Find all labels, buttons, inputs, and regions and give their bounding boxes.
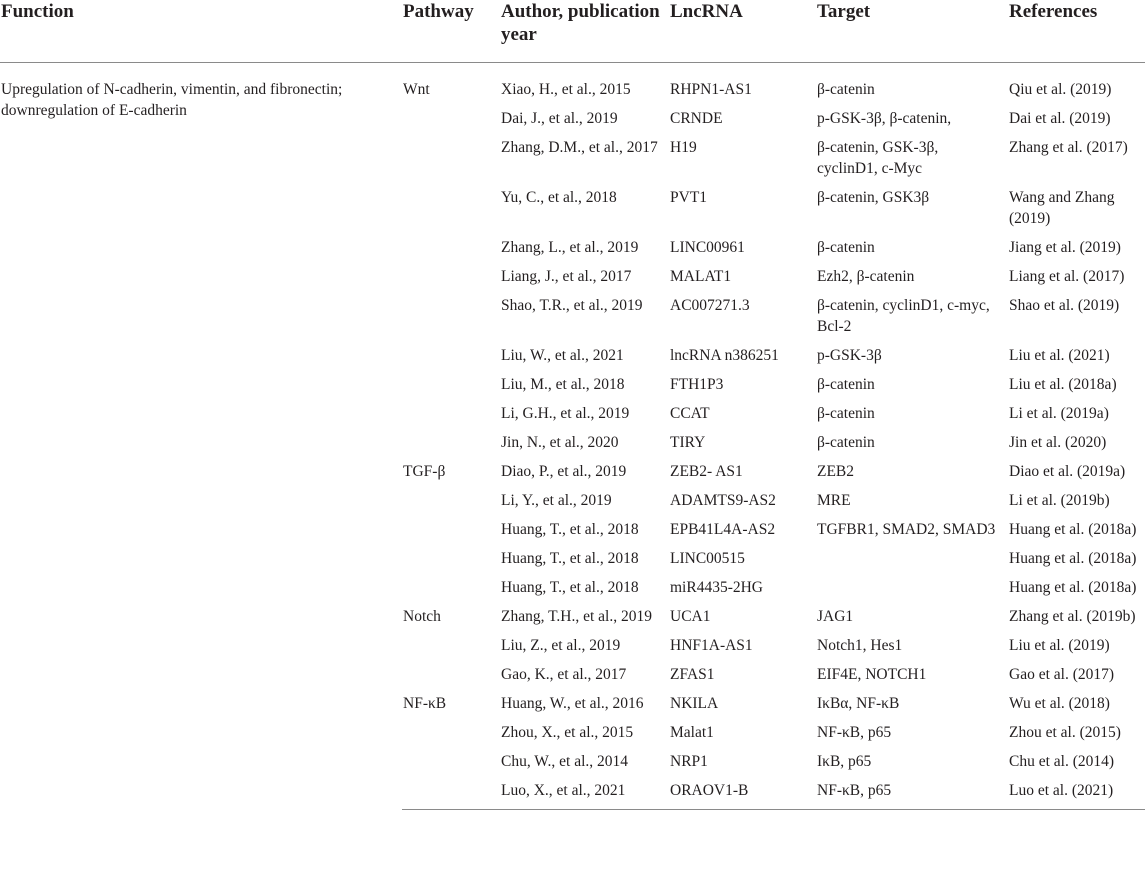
target-cell: EIF4E, NOTCH1 bbox=[817, 666, 927, 683]
reference-cell: Wang and Zhang (2019) bbox=[1009, 189, 1115, 227]
reference-cell: Diao et al. (2019a) bbox=[1009, 463, 1126, 480]
pathway-cell bbox=[402, 664, 500, 693]
target-cell: β-catenin bbox=[817, 81, 875, 98]
target-cell: β-catenin, GSK-3β, cyclinD1, c-Myc bbox=[817, 139, 939, 177]
header-target: Target bbox=[816, 0, 1008, 63]
lncrna-cell: ORAOV1-B bbox=[669, 780, 816, 810]
target-cell: β-catenin bbox=[817, 239, 875, 256]
author-cell: Diao, P., et al., 2019 bbox=[501, 463, 627, 480]
target-cell: β-catenin, cyclinD1, c-myc, Bcl-2 bbox=[817, 297, 990, 335]
target-cell: p-GSK-3β, β-catenin, bbox=[817, 110, 952, 127]
pathway-cell bbox=[402, 295, 500, 345]
author-cell: Chu, W., et al., 2014 bbox=[501, 753, 629, 770]
lncrna-cell: ZFAS1 bbox=[670, 666, 715, 683]
lncrna-cell: UCA1 bbox=[670, 608, 711, 625]
pathway-cell bbox=[402, 751, 500, 780]
pathway-cell bbox=[402, 374, 500, 403]
pathway-cell bbox=[402, 490, 500, 519]
target-cell: Ezh2, β-catenin bbox=[817, 268, 915, 285]
reference-cell: Zhang et al. (2019b) bbox=[1009, 608, 1136, 625]
reference-cell: Li et al. (2019a) bbox=[1009, 405, 1109, 422]
target-cell: β-catenin bbox=[817, 405, 875, 422]
reference-cell: Luo et al. (2021) bbox=[1008, 780, 1145, 810]
reference-cell: Liu et al. (2021) bbox=[1009, 347, 1110, 364]
pathway-cell bbox=[402, 780, 500, 810]
target-cell: NF-κB, p65 bbox=[816, 780, 1008, 810]
target-cell: p-GSK-3β bbox=[817, 347, 882, 364]
author-cell: Zhang, T.H., et al., 2019 bbox=[501, 608, 652, 625]
spacer-row bbox=[0, 63, 1145, 80]
pathway-cell bbox=[402, 108, 500, 137]
reference-cell: Huang et al. (2018a) bbox=[1009, 579, 1137, 596]
reference-cell: Huang et al. (2018a) bbox=[1009, 550, 1137, 567]
target-cell: IκB, p65 bbox=[817, 753, 872, 770]
table-row bbox=[0, 79, 1145, 108]
reference-cell: Zhou et al. (2015) bbox=[1009, 724, 1121, 741]
header-references: References bbox=[1008, 0, 1145, 63]
pathway-cell bbox=[402, 137, 500, 187]
pathway-cell bbox=[402, 432, 500, 461]
author-cell: Liu, M., et al., 2018 bbox=[501, 376, 625, 393]
reference-cell: Dai et al. (2019) bbox=[1009, 110, 1111, 127]
target-cell: JAG1 bbox=[817, 608, 854, 625]
target-cell: Notch1, Hes1 bbox=[817, 637, 903, 654]
author-cell: Liang, J., et al., 2017 bbox=[501, 268, 632, 285]
lncrna-cell: NRP1 bbox=[670, 753, 708, 770]
lncrna-cell: MALAT1 bbox=[670, 268, 732, 285]
pathway-cell: Wnt bbox=[403, 81, 430, 98]
pathway-cell bbox=[402, 187, 500, 237]
author-cell: Huang, T., et al., 2018 bbox=[501, 521, 639, 538]
lncrna-cell: NKILA bbox=[670, 695, 719, 712]
header-lncrna: LncRNA bbox=[669, 0, 816, 63]
reference-cell: Huang et al. (2018a) bbox=[1009, 521, 1137, 538]
author-cell: Huang, T., et al., 2018 bbox=[501, 579, 639, 596]
target-cell: TGFBR1, SMAD2, SMAD3 bbox=[817, 521, 996, 538]
pathway-cell bbox=[402, 722, 500, 751]
lncrna-cell: LINC00961 bbox=[670, 239, 745, 256]
pathway-cell bbox=[402, 345, 500, 374]
author-cell: Li, G.H., et al., 2019 bbox=[501, 405, 630, 422]
target-cell: IκBα, NF-κB bbox=[817, 695, 900, 712]
author-cell: Shao, T.R., et al., 2019 bbox=[501, 297, 643, 314]
lncrna-cell: CCAT bbox=[670, 405, 710, 422]
lncrna-cell: HNF1A-AS1 bbox=[670, 637, 753, 654]
pathway-cell bbox=[402, 548, 500, 577]
lncrna-cell: EPB41L4A-AS2 bbox=[670, 521, 776, 538]
header-function: Function bbox=[0, 0, 402, 63]
author-cell: Li, Y., et al., 2019 bbox=[501, 492, 612, 509]
function-cell: Upregulation of N-cadherin, vimentin, and fibronectin; downregulation of E-cadherin bbox=[1, 81, 343, 119]
lncrna-cell: H19 bbox=[670, 139, 697, 156]
author-cell: Luo, X., et al., 2021 bbox=[500, 780, 669, 810]
lncrna-cell: Malat1 bbox=[670, 724, 714, 741]
lncrna-cell: miR4435-2HG bbox=[670, 579, 763, 596]
lncrna-cell: TIRY bbox=[670, 434, 706, 451]
target-cell bbox=[816, 577, 1008, 606]
lncrna-cell: PVT1 bbox=[670, 189, 708, 206]
reference-cell: Jiang et al. (2019) bbox=[1009, 239, 1121, 256]
lncrna-cell: FTH1P3 bbox=[670, 376, 724, 393]
pathway-cell: TGF-β bbox=[403, 463, 446, 480]
target-cell: β-catenin, GSK3β bbox=[817, 189, 930, 206]
reference-cell: Jin et al. (2020) bbox=[1009, 434, 1107, 451]
pathway-cell bbox=[402, 266, 500, 295]
pathway-cell: NF-κB bbox=[403, 695, 447, 712]
author-cell: Dai, J., et al., 2019 bbox=[501, 110, 618, 127]
reference-cell: Liu et al. (2018a) bbox=[1009, 376, 1117, 393]
author-cell: Zhang, D.M., et al., 2017 bbox=[501, 139, 658, 156]
reference-cell: Wu et al. (2018) bbox=[1009, 695, 1110, 712]
target-cell bbox=[816, 548, 1008, 577]
reference-cell: Qiu et al. (2019) bbox=[1009, 81, 1112, 98]
pathway-cell bbox=[402, 577, 500, 606]
lncrna-cell: LINC00515 bbox=[670, 550, 745, 567]
header-row bbox=[0, 0, 1145, 63]
author-cell: Gao, K., et al., 2017 bbox=[501, 666, 627, 683]
target-cell: β-catenin bbox=[817, 434, 875, 451]
pathway-cell bbox=[402, 237, 500, 266]
lncrna-cell: lncRNA n386251 bbox=[670, 347, 779, 364]
target-cell: NF-κB, p65 bbox=[817, 724, 892, 741]
author-cell: Huang, W., et al., 2016 bbox=[501, 695, 644, 712]
pathway-cell: Notch bbox=[403, 608, 441, 625]
table-body bbox=[0, 63, 1145, 810]
author-cell: Huang, T., et al., 2018 bbox=[501, 550, 639, 567]
author-cell: Liu, Z., et al., 2019 bbox=[501, 637, 621, 654]
lncrna-cell: AC007271.3 bbox=[670, 297, 750, 314]
reference-cell: Shao et al. (2019) bbox=[1009, 297, 1120, 314]
author-cell: Zhang, L., et al., 2019 bbox=[501, 239, 639, 256]
pathway-cell bbox=[402, 519, 500, 548]
author-cell: Xiao, H., et al., 2015 bbox=[501, 81, 631, 98]
lncrna-cell: ADAMTS9-AS2 bbox=[670, 492, 776, 509]
reference-cell: Li et al. (2019b) bbox=[1009, 492, 1110, 509]
reference-cell: Chu et al. (2014) bbox=[1009, 753, 1115, 770]
author-cell: Zhou, X., et al., 2015 bbox=[501, 724, 634, 741]
author-cell: Liu, W., et al., 2021 bbox=[501, 347, 624, 364]
reference-cell: Liu et al. (2019) bbox=[1009, 637, 1110, 654]
reference-cell: Zhang et al. (2017) bbox=[1009, 139, 1128, 156]
reference-cell: Liang et al. (2017) bbox=[1009, 268, 1125, 285]
target-cell: β-catenin bbox=[817, 376, 875, 393]
lncrna-cell: CRNDE bbox=[670, 110, 723, 127]
author-cell: Jin, N., et al., 2020 bbox=[501, 434, 619, 451]
target-cell: ZEB2 bbox=[817, 463, 855, 480]
header-pathway: Pathway bbox=[402, 0, 500, 63]
target-cell: MRE bbox=[817, 492, 851, 509]
lncrna-cell: RHPN1-AS1 bbox=[670, 81, 752, 98]
table-header bbox=[0, 0, 1145, 63]
pathway-cell bbox=[402, 403, 500, 432]
lncrna-cell: ZEB2- AS1 bbox=[670, 463, 743, 480]
pathway-cell bbox=[402, 635, 500, 664]
reference-cell: Gao et al. (2017) bbox=[1009, 666, 1115, 683]
header-author: Author, publication year bbox=[500, 0, 669, 63]
author-cell: Yu, C., et al., 2018 bbox=[501, 189, 617, 206]
